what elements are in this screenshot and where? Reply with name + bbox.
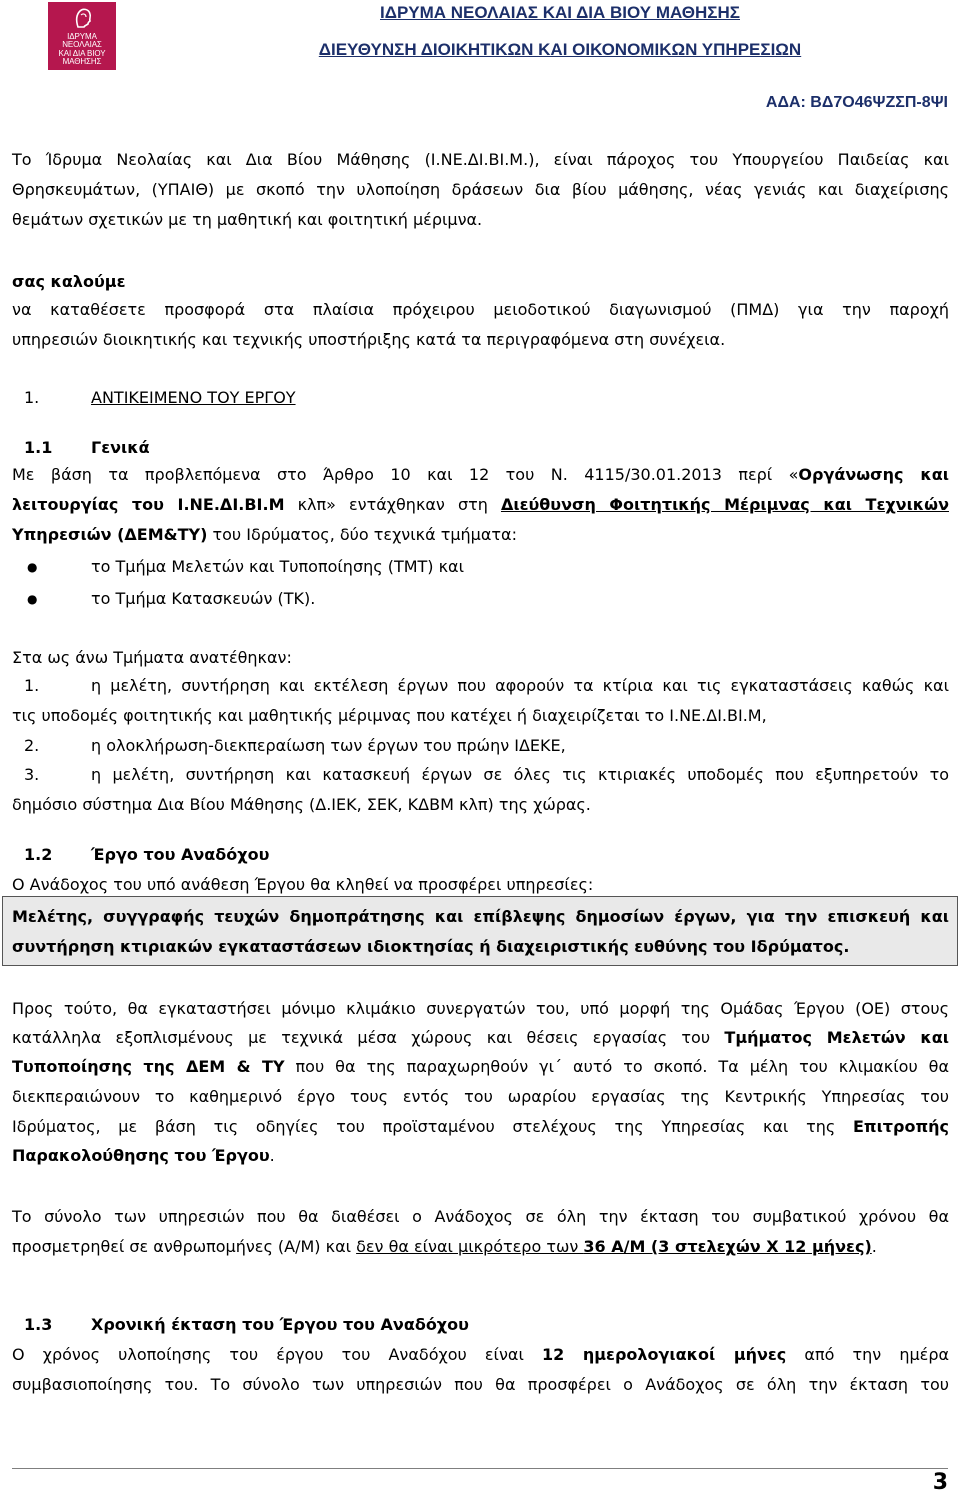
ada-code: ΑΔΑ: ΒΔ7Ο46ΨΖΣΠ-8ΨΙ [765, 94, 948, 111]
section-1-2-title: Έργο του Αναδόχου [91, 845, 270, 864]
p1-line-5-bold: Επιτροπής [852, 1117, 949, 1136]
invite-line-2: υπηρεσιών διοικητικής και τεχνικής υποστήριξης κατά τα περιγραφόμενα στη συνέχεια. [12, 330, 726, 349]
s13-line-1 [12, 1345, 949, 1365]
p1-line-6 [12, 1146, 949, 1166]
header-org: ΙΔΡΥΜΑ ΝΕΟΛΑΙΑΣ ΚΑΙ ΔΙΑ ΒΙΟΥ ΜΑΘΗΣΗΣ [380, 3, 740, 22]
header-directorate: ΔΙΕΥΘΥΝΣΗ ΔΙΟΙΚΗΤΙΚΩΝ ΚΑΙ ΟΙΚΟΝΟΜΙΚΩΝ ΥΠΗΡΕΣΙΩΝ [318, 40, 802, 59]
s13-line-2: συμβασιοποίησης του. Το σύνολο των υπηρεσιών που θα προσφέρει ο Ανάδοχος σε όλη την έκταση του [12, 1375, 949, 1394]
p1-line-3-text: που θα της παραχωρηθούν γι΄ αυτό το σκοπό. Τα μέλη του κλιμακίου θα [284, 1057, 950, 1076]
p1-line-2-bold: Τμήματος Μελετών και [724, 1028, 950, 1047]
intro-line-2: Θρησκευμάτων, (ΥΠΑΙΘ) με σκοπό την υλοποίηση δράσεων δια βίου μάθησης, νέας γενιάς και διαχείρισης [12, 180, 949, 199]
task-line-cont: τις υποδομές φοιτητικής και μαθητικής μέριμνας που κατέχει ή διαχειρίζεται το Ι.ΝΕ.ΔΙ.ΒΙ.Μ, [12, 706, 767, 725]
section-1-1-number: 1.1 [24, 438, 53, 457]
p1-line-3-bold: Τυποποίησης της ΔΕΜ & ΤΥ [12, 1057, 285, 1076]
task-number: 1. [24, 676, 40, 695]
section-1-3-number: 1.3 [24, 1315, 53, 1334]
p2-line-2-end: . [871, 1237, 877, 1256]
task-line: η μελέτη, συντήρηση και εκτέλεση έργων που αφορούν τα κτίρια και τις εγκαταστάσεις καθώς και [91, 676, 949, 695]
s13-line-1-bold: 12 ημερολογιακοί μήνες [542, 1345, 787, 1364]
s11-directorate-name: Διεύθυνση Φοιτητικής Μέριμνας και Τεχνικών [500, 495, 949, 514]
s11-line-1-bold: Οργάνωσης και [798, 465, 949, 484]
assigned-intro: Στα ως άνω Τμήματα ανατέθηκαν: [12, 648, 292, 667]
p2-line-2 [12, 1237, 949, 1257]
p1-line-6-text: . [269, 1146, 275, 1165]
intro-line-3: θεμάτων σχετικών με τη μαθητική και φοιτητική μέριμνα. [12, 210, 483, 229]
s13-line-1-end: από την ημέρα [786, 1345, 950, 1364]
p1-line-6-bold: Παρακολούθησης του Έργου [12, 1146, 270, 1165]
p1-line-3 [12, 1057, 949, 1077]
head-profile-icon [72, 7, 94, 29]
p2-line-1: Το σύνολο των υπηρεσιών που θα διαθέσει ο Ανάδοχος σε όλη την έκταση του συμβατικού χρόνου θα [12, 1207, 949, 1226]
s11-line-2-text: κλπ» εντάχθηκαν στη [284, 495, 501, 514]
p1-line-2-text: κατάλληλα εξοπλισμένους με τεχνικά μέσα χώρους και θέσεις εργασίας του [12, 1028, 725, 1047]
s11-line-1-text: Με βάση τα προβλεπόμενα στο Άρθρο 10 και 12 του Ν. 4115/30.01.2013 περί « [12, 465, 799, 484]
p1-line-2 [12, 1028, 949, 1048]
s11-line-2 [12, 495, 949, 515]
invite-title: σας καλούμε [12, 272, 126, 291]
list-item-text: το Τμήμα Μελετών και Τυποποίησης (ΤΜΤ) και [91, 557, 465, 576]
bullet-icon: ● [27, 592, 38, 606]
institution-logo [48, 2, 116, 70]
s11-line-3-text: του Ιδρύματος, δύο τεχνικά τμήματα: [207, 525, 517, 544]
section-1-2-number: 1.2 [24, 845, 53, 864]
s11-line-3 [12, 525, 949, 545]
p1-line-1: Προς τούτο, θα εγκαταστήσει μόνιμο κλιμάκιο συνεργατών του, υπό μορφή της Ομάδας Έργου (ΟΕ) στους [12, 999, 949, 1018]
task-number: 2. [24, 736, 40, 755]
p1-line-5 [12, 1117, 949, 1137]
p1-line-5-text: Ιδρύματος, με βάση τις οδηγίες του προϊσταμένου στελέχους της Υπηρεσίας και της [12, 1117, 853, 1136]
s11-line-2-bold: λειτουργίας του Ι.ΝΕ.ΔΙ.ΒΙ.Μ [12, 495, 285, 514]
p1-line-4: διεκπεραιώνουν το καθημερινό έργο τους εντός του ωραρίου εργασίας της Κεντρικής Υπηρεσίας του [12, 1087, 949, 1106]
s11-line-1 [12, 465, 949, 485]
s13-line-1-text: Ο χρόνος υλοποίησης του έργου του Αναδόχου είναι [12, 1345, 542, 1364]
section-1-3-title: Χρονική έκταση του Έργου του Αναδόχου [91, 1315, 469, 1334]
task-number: 3. [24, 765, 40, 784]
box-line-1: Μελέτης, συγγραφής τευχών δημοπράτησης και επίβλεψης δημοσίων έργων, για την επισκευή και [12, 907, 949, 926]
page-number: 3 [932, 1470, 948, 1495]
p2-line-2-bold-underlined: 36 Α/Μ (3 στελεχών Χ 12 μήνες) [583, 1237, 872, 1256]
logo-text: ΙΔΡΥΜΑ ΝΕΟΛΑΙΑΣ ΚΑΙ ΔΙΑ ΒΙΟΥ ΜΑΘΗΣΗΣ [58, 32, 106, 67]
list-item-text: το Τμήμα Κατασκευών (ΤΚ). [91, 589, 316, 608]
task-text: η ολοκλήρωση-διεκπεραίωση των έργων του πρώην ΙΔΕΚΕ, [91, 736, 566, 755]
footer-divider [12, 1468, 948, 1469]
task-line-cont: δημόσιο σύστημα Δια Βίου Μάθησης (Δ.ΙΕΚ, ΣΕΚ, ΚΔΒΜ κλπ) της χώρας. [12, 795, 591, 814]
s12-intro: Ο Ανάδοχος του υπό ανάθεση Έργου θα κληθεί να προσφέρει υπηρεσίες: [12, 875, 594, 894]
p2-line-2-underlined: δεν θα είναι μικρότερο των [356, 1237, 584, 1256]
section-1-1-title: Γενικά [91, 438, 150, 457]
invite-line-1: να καταθέσετε προσφορά στα πλαίσια πρόχειρου μειοδοτικού διαγωνισμού (ΠΜΔ) για την παροχή [12, 300, 949, 319]
bullet-icon: ● [27, 560, 38, 574]
task-line: η μελέτη, συντήρηση και κατασκευή έργων σε όλες τις κτιριακές υποδομές που εξυπηρετούν το [91, 765, 949, 784]
task-text [91, 765, 949, 785]
section-1-number: 1. [24, 388, 40, 407]
section-1-title: ΑΝΤΙΚΕΙΜΕΝΟ ΤΟΥ ΕΡΓΟΥ [91, 388, 296, 407]
box-line-2: συντήρηση κτιριακών εγκαταστάσεων ιδιοκτησίας ή διαχειριστικής ευθύνης του Ιδρύματος. [12, 937, 850, 956]
p2-line-2-text: προσμετρηθεί σε ανθρωπομήνες (Α/Μ) και [12, 1237, 357, 1256]
task-text [91, 676, 949, 696]
intro-line-1: Το Ίδρυμα Νεολαίας και Δια Βίου Μάθησης (Ι.ΝΕ.ΔΙ.ΒΙ.Μ.), είναι πάροχος του Υπουργείου Παιδείας και [12, 150, 949, 169]
s11-line-3-bold: Υπηρεσιών (ΔΕΜ&ΤΥ) [12, 525, 208, 544]
